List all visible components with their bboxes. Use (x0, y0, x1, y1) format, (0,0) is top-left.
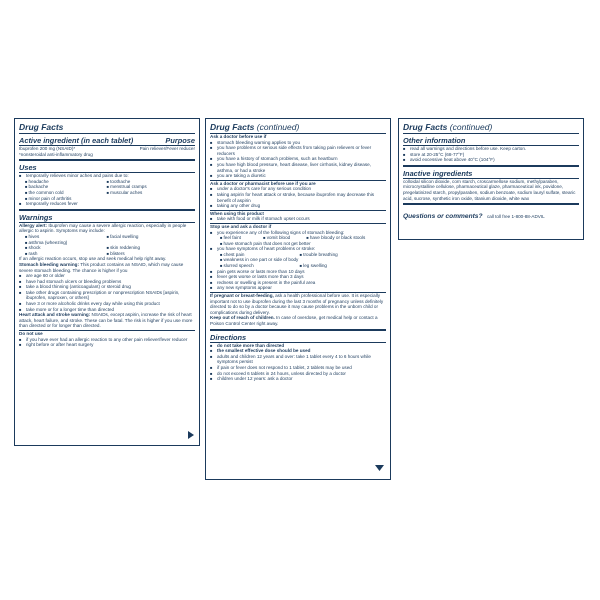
stop-use-items (210, 269, 386, 291)
list-item: ■ right before or after heart surgery (19, 342, 195, 348)
directions-items (210, 354, 386, 382)
uses-last: ■ minor pain of arthritis (19, 196, 195, 202)
stop-use-heading: Stop use and ask a doctor if (210, 223, 272, 229)
stomach-items (19, 273, 195, 312)
list-item: ■ rash ■ blisters (19, 251, 195, 257)
do-not-use-section (19, 330, 195, 348)
list-item: ■ the common cold ■ muscular aches (19, 190, 195, 196)
stop-heart-single: ■ weakness in one part or side of body (210, 257, 386, 263)
list-item: ■ take a blood thinning (anticoagulant) or steroid drug (19, 284, 195, 290)
list-item: ■ stomach bleeding warning applies to you (210, 140, 386, 146)
panel-title: Drug Facts (19, 122, 195, 134)
ask-pharmacist-section (210, 180, 386, 209)
continue-arrow-icon (375, 465, 384, 471)
do-not-use-items (19, 337, 195, 348)
panel-title: Drug Facts (continued) (210, 122, 386, 134)
nsaid-note: *nonsteroidal anti-inflammatory drug (19, 151, 93, 157)
list-item: ■ if you have ever had an allergic reaction to any other pain reliever/fever reducer (19, 337, 195, 343)
ingredient-name: Ibuprofen 200 mg (NSAID)* (19, 146, 76, 151)
do-not-use-heading: Do not use (19, 331, 43, 337)
drug-facts-panel-2 (205, 118, 391, 480)
uses-pairs (19, 179, 195, 196)
list-item: ■ do not exceed 6 tablets in 24 hours, unless directed by a doctor (210, 371, 386, 377)
uses-intro: ■ temporarily relieves minor aches and pains due to: (19, 173, 195, 179)
allergy-alert: Allergy alert: Ibuprofen may cause a severe allergic reaction, especially in people allergic to aspirin. Symptoms may include: (19, 222, 187, 234)
when-using-items (210, 216, 386, 222)
list-item: ■ you have high blood pressure, heart disease, liver cirrhosis, kidney disease, asthma, or had a stroke (210, 162, 386, 173)
stop-heart-row-2: ■ slurred speech ■ leg swelling (210, 263, 386, 269)
allergy-symptoms (19, 234, 195, 256)
uses-heading: Uses (19, 163, 195, 173)
drug-facts-panel-3 (398, 118, 584, 240)
inactive-heading: Inactive ingredients (403, 169, 579, 179)
list-item: ■ read all warnings and directions before use. Keep carton. (403, 146, 579, 152)
directions-bold-2: ■ the smallest effective dose should be used (210, 348, 386, 354)
list-item: ■ avoid excessive heat above 40°C (104°F) (403, 157, 579, 163)
list-item: ■ redness or swelling is present in the painful area (210, 280, 386, 286)
list-item: ■ children under 12 years: ask a doctor (210, 376, 386, 382)
ingredient-purpose: Pain reliever/Fever reducer (139, 146, 195, 151)
list-item: ■ hives ■ facial swelling (19, 234, 195, 240)
list-item: ■ are age 60 or older (19, 273, 195, 279)
directions-section (210, 329, 386, 382)
keep-out-of-reach: Keep out of reach of children. In case of overdose, get medical help or contact a Poison Control Center right away. (210, 315, 378, 326)
uses-section (19, 159, 195, 207)
warnings-heading: Warnings (19, 213, 195, 223)
stop-intro: ■ you experience any of the following signs of stomach bleeding: (210, 230, 386, 236)
active-ingredient-header (19, 136, 195, 146)
call-text: call toll free 1-800-88-ADVIL (486, 214, 545, 220)
pregnancy-warning: If pregnant or breast-feeding, ask a health professional before use. It is especially important not to use ibuprofen during the last 3 months of pregnancy unless definitely directed to do so by a doctor because it may cause problems in the unborn child or complications during delivery. (210, 293, 384, 315)
ask-pharmacist-items (210, 186, 386, 208)
questions-heading: Questions or comments? (403, 213, 483, 221)
active-heading: Active ingredient (in each tablet) (19, 136, 134, 145)
list-item: ■ store at 20-25°C (68-77°F) (403, 152, 579, 158)
pregnancy-section (210, 292, 386, 327)
stop-bleed-row-2: ■ have stomach pain that does not get better (210, 241, 386, 247)
list-item: ■ under a doctor's care for any serious condition (210, 186, 386, 192)
list-item: ■ shock ■ skin reddening (19, 245, 195, 251)
inactive-text: colloidal silicon dioxide, corn starch, croscarmellose sodium, methylparaben, microcrystalline cellulose, pharmaceutical glaze, pharmaceutical ink, povidone, pregelatinized starch, propylparaben, sodium benzoate, sodium lauryl sulfate, stearic acid, sucrose, synthetic iron oxide, titanium dioxide, white wax (403, 178, 576, 201)
warnings-section (19, 209, 195, 329)
panel-title: Drug Facts (continued) (403, 122, 579, 134)
list-item: ■ asthma (wheezing) (19, 240, 195, 246)
list-item: ■ you have a history of stomach problems, such as heartburn (210, 156, 386, 162)
when-using-heading: When using this product (210, 210, 264, 216)
list-item: ■ take more or for a longer time than directed (19, 307, 195, 313)
stop-heart-intro: ■ you have symptoms of heart problems or stroke: (210, 246, 386, 252)
directions-heading: Directions (210, 333, 386, 343)
list-item: ■ taking aspirin for heart attack or stroke, because ibuprofen may decrease this benefit of aspirin (210, 192, 386, 203)
list-item: ■ taking any other drug (210, 203, 386, 209)
list-item: ■ take other drugs containing prescription or nonprescription NSAIDs [aspirin, ibuprofen, naproxen, or others] (19, 290, 195, 301)
purpose-heading: Purpose (165, 136, 195, 145)
allergy-after: If an allergic reaction occurs, stop use and seek medical help right away. (19, 256, 167, 262)
stomach-warning: Stomach bleeding warning: This product contains an NSAID, which may cause severe stomach bleeding. The chance is higher if you (19, 261, 184, 273)
list-item: ■ have had stomach ulcers or bleeding problems (19, 279, 195, 285)
list-item: ■ if pain or fever does not respond to 1 tablet, 2 tablets may be used (210, 365, 386, 371)
list-item: ■ you are taking a diuretic (210, 173, 386, 179)
stop-bleed-row: ■ feel faint ■ vomit blood ■ have bloody or black stools (210, 235, 386, 241)
list-item: ■ pain gets worse or lasts more than 10 days (210, 269, 386, 275)
stop-use-section (210, 223, 386, 291)
continue-arrow-icon (188, 431, 194, 439)
list-item: ■ you have problems or serious side effects from taking pain relievers or fever reducers (210, 145, 386, 156)
ask-pharmacist-heading: Ask a doctor or pharmacist before use if you are (210, 180, 316, 186)
list-item: ■ take with food or milk if stomach upset occurs (210, 216, 386, 222)
list-item: ■ headache ■ toothache (19, 179, 195, 185)
other-information-items (403, 146, 579, 163)
list-item: ■ adults and children 12 years and over: take 1 tablet every 4 to 6 hours while symptoms persist (210, 354, 386, 365)
stop-heart-row: ■ chest pain ■ trouble breathing (210, 252, 386, 258)
list-item: ■ have 3 or more alcoholic drinks every day while using this product (19, 301, 195, 307)
list-item: ■ any new symptoms appear (210, 285, 386, 291)
questions-section (403, 203, 579, 223)
drug-facts-panel-1 (14, 118, 200, 446)
directions-bold-1: ■ do not take more than directed (210, 343, 386, 349)
ask-doctor-items (210, 140, 386, 179)
ask-doctor-heading: Ask a doctor before use if (210, 134, 267, 139)
list-item: ■ backache ■ menstrual cramps (19, 184, 195, 190)
heart-warning: Heart attack and stroke warning: NSAIDs, except aspirin, increase the risk of heart attack, heart failure, and stroke. These can be fatal. The risk is higher if you use more than directed or for longer than directed. (19, 312, 193, 329)
uses-fever: ■ temporarily reduces fever (19, 201, 195, 207)
list-item: ■ fever gets worse or lasts more than 3 days (210, 274, 386, 280)
other-information-heading: Other information (403, 136, 579, 146)
when-using-section (210, 210, 386, 222)
inactive-section (403, 165, 579, 201)
